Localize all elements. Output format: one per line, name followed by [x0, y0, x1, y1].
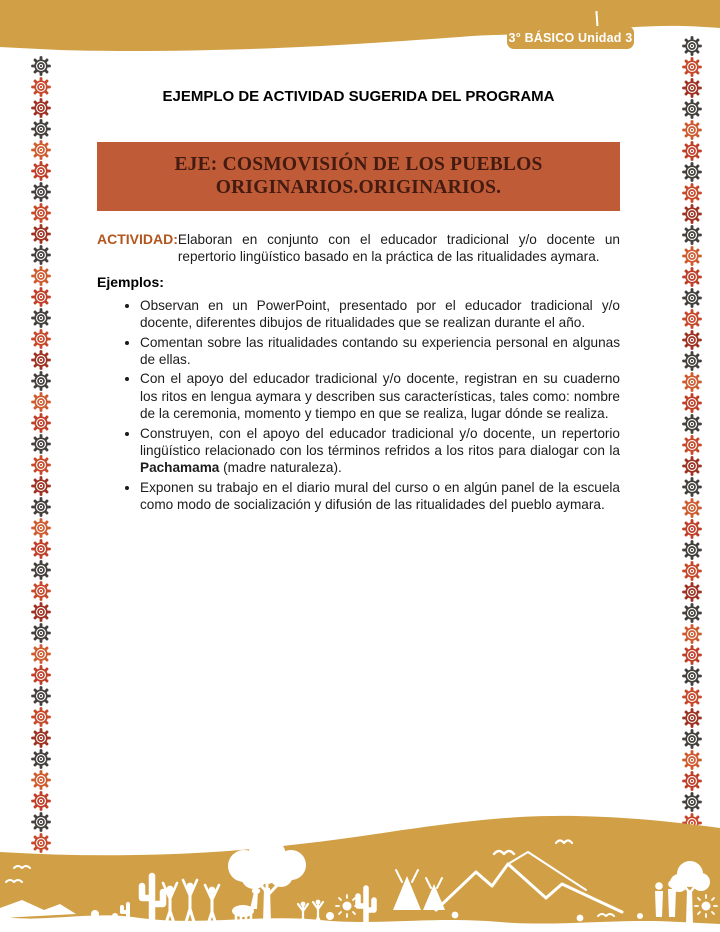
- rosette-icon: [682, 477, 702, 497]
- rosette-icon: [682, 78, 702, 98]
- rosette-icon: [31, 392, 51, 412]
- bush-icon: [637, 913, 643, 919]
- right-border: [682, 36, 702, 833]
- rosette-icon: [682, 624, 702, 644]
- bullet-item: • Comentan sobre las ritualidades contando su experiencia personal en algunas de ellas.: [140, 334, 620, 369]
- rosette-icon: [682, 687, 702, 707]
- bush-icon: [452, 912, 459, 919]
- bullet-item: • Exponen su trabajo en el diario mural del curso o en algún panel de la escuela como modo de socialización y difusión de las ritualidades del pueblo aymara.: [140, 479, 620, 514]
- rosette-icon: [682, 372, 702, 392]
- activity-text: Elaboran en conjunto con el educador tradicional y/o docente un repertorio lingüístico basado en la práctica de las ritualidades aymara.: [177, 232, 620, 265]
- rosette-icon: [31, 203, 51, 223]
- rosette-icon: [31, 182, 51, 202]
- rosette-icon: [31, 623, 51, 643]
- eje-banner-line1: EJE: COSMOVISIÓN DE LOS PUEBLOS: [174, 154, 543, 175]
- rosette-icon: [682, 435, 702, 455]
- rosette-icon: [682, 582, 702, 602]
- bush-icon: [577, 915, 584, 922]
- rosette-icon: [682, 246, 702, 266]
- rosette-icon: [31, 707, 51, 727]
- bush-icon: [91, 910, 99, 918]
- rosette-icon: [682, 456, 702, 476]
- eje-banner-line2: ORIGINARIOS.ORIGINARIOS.: [215, 177, 502, 198]
- rosette-icon: [682, 141, 702, 161]
- rosette-icon: [682, 99, 702, 119]
- sun-icon: [343, 902, 352, 911]
- rosette-icon: [31, 119, 51, 139]
- rosette-icon: [682, 645, 702, 665]
- rosette-icon: [682, 309, 702, 329]
- rosette-icon: [682, 267, 702, 287]
- rosette-icon: [682, 540, 702, 560]
- rosette-icon: [682, 330, 702, 350]
- rosette-icon: [31, 434, 51, 454]
- rosette-icon: [682, 204, 702, 224]
- rosette-icon: [31, 560, 51, 580]
- rosette-icon: [31, 581, 51, 601]
- rosette-icon: [31, 770, 51, 790]
- rosette-icon: [682, 36, 702, 56]
- activity-label: ACTIVIDAD:: [97, 231, 178, 247]
- rosette-icon: [682, 498, 702, 518]
- rosette-icon: [682, 792, 702, 812]
- rosette-icon: [31, 665, 51, 685]
- rosette-icon: [31, 224, 51, 244]
- rosette-icon: [682, 57, 702, 77]
- rosette-icon: [682, 666, 702, 686]
- rosette-icon: [682, 120, 702, 140]
- content-column: [97, 0, 620, 516]
- bush-icon: [112, 913, 118, 919]
- person-icon: [655, 882, 663, 917]
- rosette-icon: [31, 287, 51, 307]
- rosette-icon: [31, 56, 51, 76]
- rosette-icon: [31, 161, 51, 181]
- rosette-icon: [31, 686, 51, 706]
- bullet-item: • Construyen, con el apoyo del educador tradicional y/o docente, un repertorio lingüístico relacionado con los términos refridos a los ritos para dialogar con la Pachamama (madre naturaleza).: [140, 425, 620, 477]
- unit-badge-label: 3° BÁSICO Unidad 3: [508, 30, 633, 45]
- rosette-icon: [31, 371, 51, 391]
- rosette-icon: [31, 266, 51, 286]
- rosette-icon: [31, 308, 51, 328]
- rosette-icon: [31, 245, 51, 265]
- rosette-icon: [31, 350, 51, 370]
- rosette-icon: [31, 329, 51, 349]
- rosette-icon: [31, 140, 51, 160]
- rosette-icon: [682, 393, 702, 413]
- rosette-icon: [682, 183, 702, 203]
- rosette-icon: [31, 77, 51, 97]
- left-border: [31, 56, 51, 853]
- sun-icon: [702, 902, 711, 911]
- rosette-icon: [682, 225, 702, 245]
- rosette-icon: [31, 728, 51, 748]
- rosette-icon: [682, 162, 702, 182]
- rosette-icon: [31, 413, 51, 433]
- rosette-icon: [682, 771, 702, 791]
- rosette-icon: [682, 603, 702, 623]
- rosette-icon: [31, 644, 51, 664]
- rosette-icon: [31, 791, 51, 811]
- rosette-icon: [31, 518, 51, 538]
- rosette-icon: [31, 455, 51, 475]
- activity-paragraph: [97, 231, 620, 266]
- bush-icon: [326, 912, 334, 920]
- rosette-icon: [31, 476, 51, 496]
- rosette-icon: [682, 414, 702, 434]
- rosette-icon: [682, 708, 702, 728]
- rosette-icon: [31, 749, 51, 769]
- rosette-icon: [682, 519, 702, 539]
- bullet-item: • Con el apoyo del educador tradicional y/o docente, registran en su cuaderno los ritos en lengua aymara y describen sus características, tales como: nombre de la ceremonia, momento y tiempo en que se realiza, lugar dónde se realiza.: [140, 370, 620, 422]
- rosette-icon: [31, 602, 51, 622]
- rosette-icon: [682, 750, 702, 770]
- rosette-icon: [682, 351, 702, 371]
- bullet-item: • Observan en un PowerPoint, presentado por el educador tradicional y/o docente, diferentes dibujos de ritualidades que se realizan durante el año.: [140, 297, 620, 332]
- eje-banner: [97, 142, 620, 211]
- examples-list: [97, 297, 620, 514]
- person-icon: [668, 880, 676, 917]
- rosette-icon: [31, 539, 51, 559]
- examples-label: Ejemplos:: [97, 273, 164, 290]
- rosette-icon: [31, 98, 51, 118]
- rosette-icon: [682, 288, 702, 308]
- andean-landscape-illustration: [0, 812, 720, 932]
- rosette-icon: [682, 561, 702, 581]
- rosette-icon: [682, 729, 702, 749]
- rosette-icon: [31, 497, 51, 517]
- page-title: EJEMPLO DE ACTIVIDAD SUGERIDA DEL PROGRAMA: [162, 88, 555, 105]
